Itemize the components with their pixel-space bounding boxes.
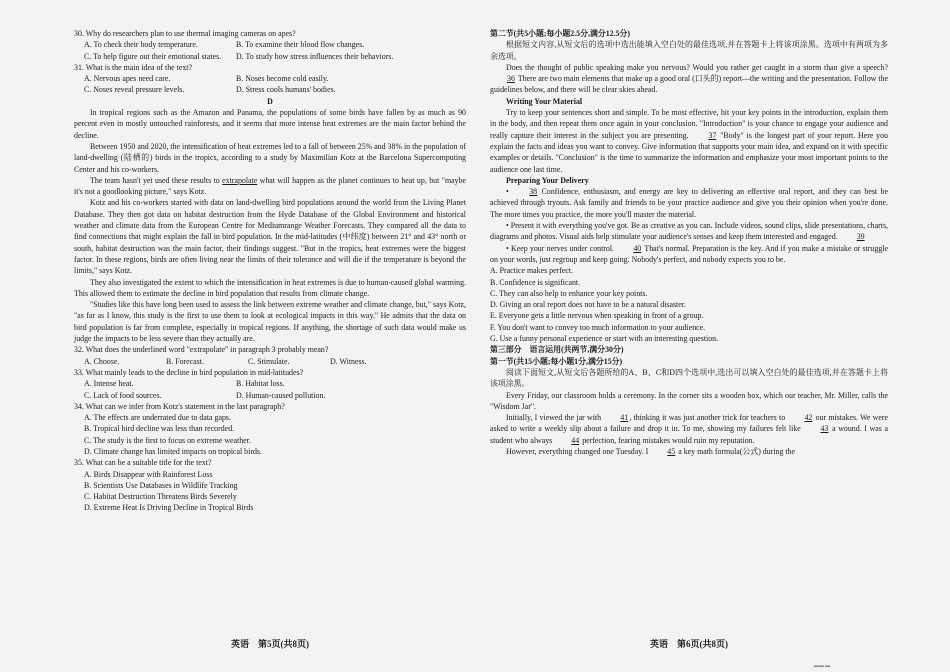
blank-45: 45 [667, 446, 676, 456]
blank-36: 36 [507, 74, 515, 84]
option: C. They can also help to enhance your key points. [490, 288, 648, 298]
option: B. Habitat loss. [236, 379, 285, 389]
section-1-instructions: 阅读下面短文,从短文后各题所给的A、B、C和D四个选项中,选出可以填入空白处的最佳选项,并在答题卡上将该项涂黑。 [490, 367, 888, 389]
option: B. Scientists Use Databases in Wildlife Tracking [84, 480, 238, 490]
q31-stem: 31. What is the main idea of the text? [74, 62, 192, 72]
q34-stem: 34. What can we infer from Kotz's statement in the last paragraph? [74, 401, 285, 411]
option: D. Human-caused pollution. [236, 390, 326, 400]
option: C. Habitat Destruction Threatens Birds Severely [84, 492, 237, 502]
underlined-word: extrapolate [222, 175, 258, 185]
page-footer-left: 英语 第5页(共8页) [231, 638, 309, 649]
option: A. Practice makes perfect. [490, 266, 574, 276]
story-paragraph-2: Initially, I viewed the jar with 41, thinking it was just another trick for teachers to 42 our mistakes. We were asked to write a weekly slip about a failure and drop it in. To me, showing my failures felt like 43 a wound. I was a student who always 44 perfection, fearing mistakes would ruin my reputation. [490, 413, 888, 445]
option: G. Use a funny personal experience or start with an interesting question. [490, 334, 719, 344]
right-page [490, 28, 888, 668]
option: B. To examine their blood flow changes. [236, 40, 365, 50]
passage-paragraph-2: Between 1950 and 2020, the intensification of heat extremes led to a fall of between 25% and 38% in the population of land-dwelling (陆栖的) birds in the tropics, according to a study by Maximilian Kotz at the Barcelona Supercomputing Center and his co-workers. [74, 141, 467, 174]
option: A. Birds Disappear with Rainforest Loss [84, 469, 213, 479]
option: F. You don't want to convey too much information to your audience. [490, 322, 706, 332]
section-2-heading: 第二节(共5小题;每小题2.5分,满分12.5分) [490, 29, 631, 38]
option: B. Noses become cold easily. [236, 74, 329, 84]
option: A. The effects are underrated due to data gaps. [84, 413, 231, 423]
blank-40: 40 [633, 243, 642, 253]
cloze-paragraph-1: Does the thought of public speaking make you nervous? Would you rather get caught in a storm than give a speech? 36 There are two main elements that make up a good oral (口头的) report—the writing and the presentation. Follow the guidelines below, and there will be clear skies ahead. [490, 62, 888, 95]
blank-37: 37 [708, 130, 717, 140]
left-page [74, 28, 466, 668]
part-3-heading: 第三部分 语言运用(共两节,满分30分) [490, 345, 624, 355]
option: D. Climate change has limited impacts on tropical birds. [84, 446, 262, 456]
passage-paragraph-5: They also investigated the extent to which the intensification in heat extremes is due to human-caused global warming. This allowed them to estimate the decline in bird population that results from climate change. [74, 277, 466, 298]
story-paragraph-3: However, everything changed one Tuesday. I 45 a key math formula(公式) during the [506, 446, 796, 456]
section-2-instructions: 根据短文内容,从短文后的选项中选出能填入空白处的最佳选项,并在答题卡上将该项涂黑。选项中有两项为多余选项。 [490, 40, 888, 61]
cloze-paragraph-3: • 38 Confidence, enthusiasm, and energy are key to delivering an effective oral report, and they can best be achieved through tryouts. Ask family and friends to be your practice audience and give you their opinion when you're done. The more times you practice, the more you'll master the material. [490, 187, 888, 219]
option: B. Forecast. [166, 356, 204, 366]
delivery-heading: Preparing Your Delivery [506, 175, 589, 185]
option: D. Extreme Heat Is Driving Decline in Tropical Birds [84, 503, 254, 513]
section-d-heading: D [267, 96, 273, 106]
cloze-paragraph-5: • Keep your nerves under control. 40 That's normal. Preparation is the key. And if you make a mistake or struggle on your words, just regroup and keep going. Nobody's perfect, and nobody expects you to be. [490, 243, 888, 264]
q30-options [74, 39, 466, 62]
bullet-icon: • [506, 243, 509, 253]
q32-options [74, 356, 466, 367]
q31-options [74, 73, 466, 96]
story-paragraph-1: Every Friday, our classroom holds a ceremony. In the corner sits a wooden box, which our teacher, Mr. Miller, calls the "Wisdom Jar". [490, 390, 888, 411]
q30-stem: 30. Why do researchers plan to use thermal imaging cameras on apes? [74, 29, 296, 38]
option: A. Intense heat. [84, 379, 134, 389]
q35-stem: 35. What can be a suitable title for the text? [74, 458, 212, 468]
cloze-paragraph-4: • Present it with everything you've got. Be as creative as you can. Include videos, sound clips, slide presentations, charts, diagrams and photos. Visual aids help stimulate your audience's senses and keep them interested and engaged. 39 [490, 221, 888, 242]
q33-stem: 33. What mainly leads to the decline in bird population in mid-latitudes? [74, 367, 304, 377]
q32-stem: 32. What does the underlined word "extrapolate" in paragraph 3 probably mean? [74, 345, 329, 355]
option: D. To study how stress influences their behaviors. [236, 51, 394, 61]
option: A. Nervous apes need care. [84, 74, 171, 84]
blank-38: 38 [529, 187, 538, 197]
option: C. To help figure out their emotional states. [84, 51, 222, 61]
passage-paragraph-6: "Studies like this have long been used to assess the link between extreme weather and climate change, but," says Kotz, "as far as I know, this study is the first to use them to look at ecological impacts in this way." He admits that the data on bird population is far from complete, especially in tropical regions. If anything, the shortage of such data would make us judge the impacts to be less severe than they actually are. [74, 300, 466, 344]
page-footer-right: 英语 第6页(共8页) [650, 638, 728, 649]
blank-41: 41 [620, 413, 629, 423]
option: C. The study is the first to focus on extreme weather. [84, 435, 251, 445]
cloze-paragraph-2: Try to keep your sentences short and simple. To be most effective, hit your key points in the introduction, explain them in the body, and then repeat them once again in your conclusion. "Introduction" is your chance to engage your audience and really capture their interest in the subject you are presenting. 37 "Body" is the longest part of your report. Here you explain the facts and ideas you want to convey. Give information that supports your main idea, and expand on it with specific examples or details. "Conclusion" is the time to summarize the information and emphasize your most important points to the audience one last time. [490, 108, 888, 174]
option: C. Noses reveal pressure levels. [84, 85, 185, 95]
option: C. Lack of food sources. [84, 390, 162, 400]
section-1-heading: 第一节(共15小题;每小题1分,满分15分) [490, 356, 623, 366]
blank-39: 39 [856, 232, 865, 242]
passage-paragraph-4: Kotz and his co-workers started with data on land-dwelling bird populations around the world from the Living Planet Database. They then got data on habitat destruction from the Hyde Database of the Global Environment and historical weather and climate data from the European Centre for Mediumrange Weather Forecasts. They compared all the data to find connections that might explain the fall in bird population. In the mid-latitudes (中纬度) between 21° and 43° north or south, habitat destruction was the main factor, their findings suggest. "But in the tropics, heat extremes were the biggest factor. In these regions, birds are often living near the limits of their tolerance and will die if the temperature is beyond the limits," says Kotz. [74, 198, 466, 276]
writing-heading: Writing Your Material [506, 96, 583, 106]
option: A. Choose. [84, 356, 120, 366]
option: B. Tropical bird decline was less than recorded. [84, 424, 235, 434]
option: C. Stimulate. [248, 356, 290, 366]
bullet-icon: • [506, 187, 509, 197]
bullet-icon: • [506, 221, 509, 231]
option: D. Giving an oral report does not have to be a natural disaster. [490, 300, 686, 310]
option: E. Everyone gets a little nervous when speaking in front of a group. [490, 311, 704, 321]
q33-options [74, 378, 466, 401]
blank-42: 42 [804, 413, 813, 423]
option: D. Stress cools humans' bodies. [236, 85, 336, 95]
scan-mark: ▬▬ ▬ [813, 664, 830, 669]
passage-paragraph-3: The team hasn't yet used these results to extrapolate what will happen as the planet continues to heat up, but "maybe it's not a goodlooking picture," says Kotz. [74, 175, 466, 197]
blank-44: 44 [571, 435, 580, 445]
option: A. To check their body temperature. [84, 40, 198, 50]
option: D. Witness. [330, 356, 367, 366]
option: B. Confidence is significant. [490, 277, 581, 287]
blank-43: 43 [820, 424, 829, 434]
passage-paragraph-1: In tropical regions such as the Amazon and Panama, the populations of some birds have fallen by as much as 90 percent even in mostly untouched rainforests, and it seems that more intense heat extremes are the main factor behind the decline. [74, 108, 466, 140]
